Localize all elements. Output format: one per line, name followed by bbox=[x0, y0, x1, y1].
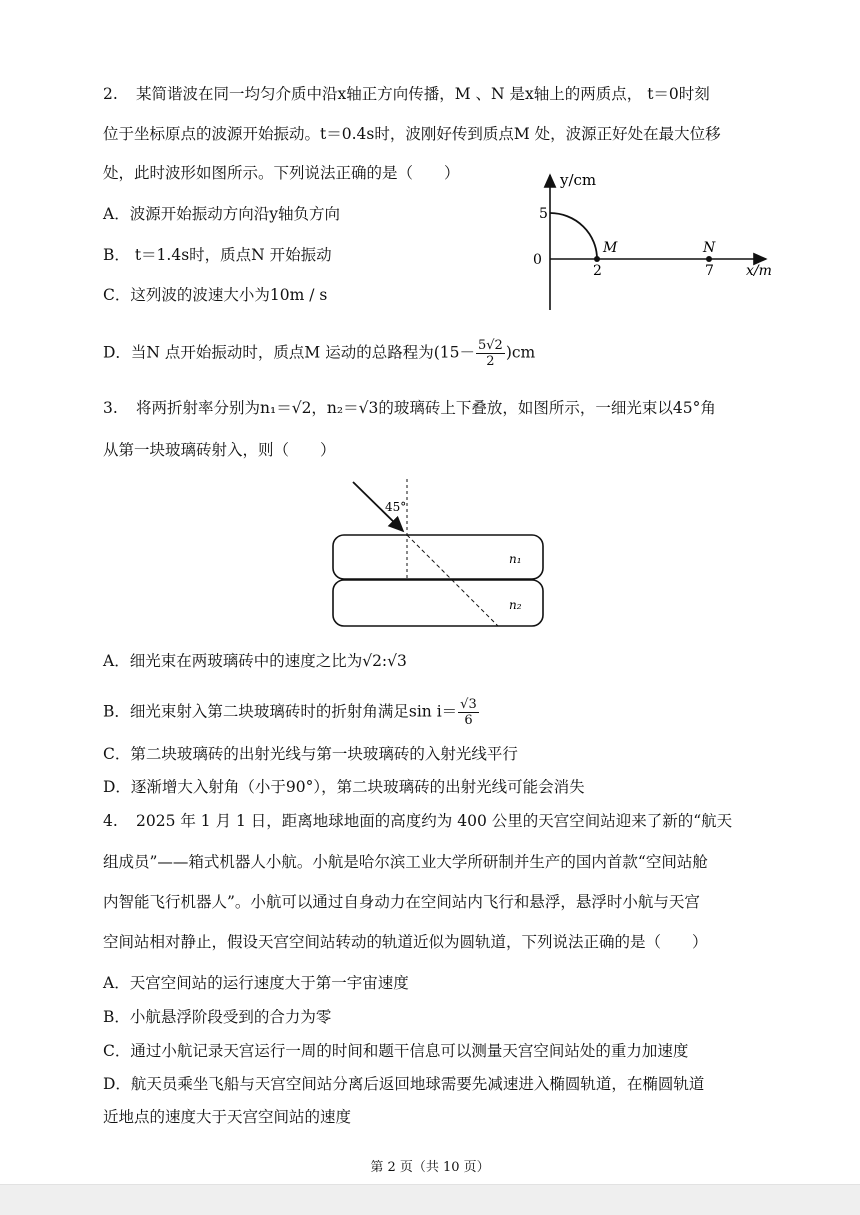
q3-option-b-fraction bbox=[458, 697, 479, 728]
y-axis-label: y/cm bbox=[560, 171, 597, 189]
q4-stem-line4: 空间站相对静止，假设天宫空间站转动的轨道近似为圆轨道，下列说法正确的是（ ） bbox=[103, 933, 708, 951]
q2-option-d-fraction bbox=[476, 338, 505, 369]
q4-option-d-line1: D．航天员乘坐飞船与天宫空间站分离后返回地球需要先减速进入椭圆轨道，在椭圆轨道 bbox=[103, 1075, 705, 1093]
q3-option-b bbox=[103, 697, 480, 728]
y-tick-5: 5 bbox=[539, 206, 548, 222]
q4-stem-line1: 2025 年 1 月 1 日，距离地球地面的高度约为 400 公里的天宫空间站迎来了新的“航天 bbox=[136, 812, 733, 830]
q3-option-b-denominator: 6 bbox=[464, 713, 473, 728]
q2-wave-figure bbox=[530, 165, 790, 315]
q3-option-c: C．第二块玻璃砖的出射光线与第一块玻璃砖的入射光线平行 bbox=[103, 745, 518, 763]
q3-option-b-prefix: B．细光束射入第二块玻璃砖时的折射角满足sin i＝ bbox=[103, 702, 458, 721]
n2-label: n₂ bbox=[509, 598, 522, 612]
q3-option-b-numerator: √3 bbox=[460, 697, 477, 712]
q4-stem-line3: 内智能飞行机器人”。小航可以通过自身动力在空间站内飞行和悬浮，悬浮时小航与天宫 bbox=[103, 893, 700, 911]
wave-curve bbox=[550, 213, 597, 259]
q2-stem-line2: 位于坐标原点的波源开始振动。t＝0.4s时，波刚好传到质点M 处，波源正好处在最大位移 bbox=[103, 125, 721, 143]
point-m-x: 2 bbox=[593, 263, 602, 279]
point-n-dot bbox=[706, 256, 712, 262]
q3-stem-line1: 将两折射率分别为n₁＝√2，n₂＝√3的玻璃砖上下叠放，如图所示，一细光束以45°角 bbox=[136, 399, 716, 417]
point-m-dot bbox=[594, 256, 600, 262]
point-n-x: 7 bbox=[705, 263, 714, 279]
q3-stem-line2: 从第一块玻璃砖射入，则（ ） bbox=[103, 441, 336, 459]
q2-option-c: C．这列波的波速大小为10m / s bbox=[103, 286, 328, 304]
q4-option-d-line2: 近地点的速度大于天宫空间站的速度 bbox=[103, 1108, 352, 1126]
q4-option-a: A．天宫空间站的运行速度大于第一宇宙速度 bbox=[103, 974, 409, 992]
q4-stem-line2: 组成员”——箱式机器人小航。小航是哈尔滨工业大学所研制并生产的国内首款“空间站舱 bbox=[103, 853, 708, 871]
point-n-label: N bbox=[703, 240, 716, 256]
q2-option-d bbox=[103, 338, 535, 369]
point-m-label: M bbox=[603, 240, 618, 256]
q3-option-d: D．逐渐增大入射角（小于90°），第二块玻璃砖的出射光线可能会消失 bbox=[103, 778, 585, 796]
x-axis-label: x/m bbox=[746, 263, 772, 279]
q2-number: 2. bbox=[103, 85, 118, 103]
bottom-strip bbox=[0, 1184, 860, 1215]
q2-stem-line3: 处，此时波形如图所示。下列说法正确的是（ ） bbox=[103, 164, 460, 182]
q3-glass-figure bbox=[325, 475, 555, 635]
q2-option-d-suffix: )cm bbox=[505, 343, 536, 362]
q2-option-d-numerator: 5√2 bbox=[478, 338, 503, 353]
origin-label: 0 bbox=[533, 252, 542, 268]
q2-option-d-prefix: D．当N 点开始振动时，质点M 运动的总路程为(15－ bbox=[103, 343, 475, 362]
page-footer: 第 2 页（共 10 页） bbox=[370, 1160, 490, 1175]
q4-option-c: C．通过小航记录天宫运行一周的时间和题干信息可以测量天宫空间站处的重力加速度 bbox=[103, 1042, 689, 1060]
q4-option-b: B．小航悬浮阶段受到的合力为零 bbox=[103, 1008, 332, 1026]
n1-label: n₁ bbox=[509, 552, 522, 566]
q3-number: 3. bbox=[103, 399, 118, 417]
q2-option-b: B． t＝1.4s时，质点N 开始振动 bbox=[103, 246, 332, 264]
q2-stem-line1: 某简谐波在同一均匀介质中沿x轴正方向传播，M 、N 是x轴上的两质点， t＝0时刻 bbox=[136, 85, 710, 103]
q2-option-a: A．波源开始振动方向沿y轴负方向 bbox=[103, 205, 340, 223]
q4-number: 4. bbox=[103, 812, 118, 830]
q2-option-d-denominator: 2 bbox=[486, 354, 495, 369]
q3-option-a: A．细光束在两玻璃砖中的速度之比为√2:√3 bbox=[103, 652, 407, 670]
angle-label: 45° bbox=[385, 500, 407, 514]
